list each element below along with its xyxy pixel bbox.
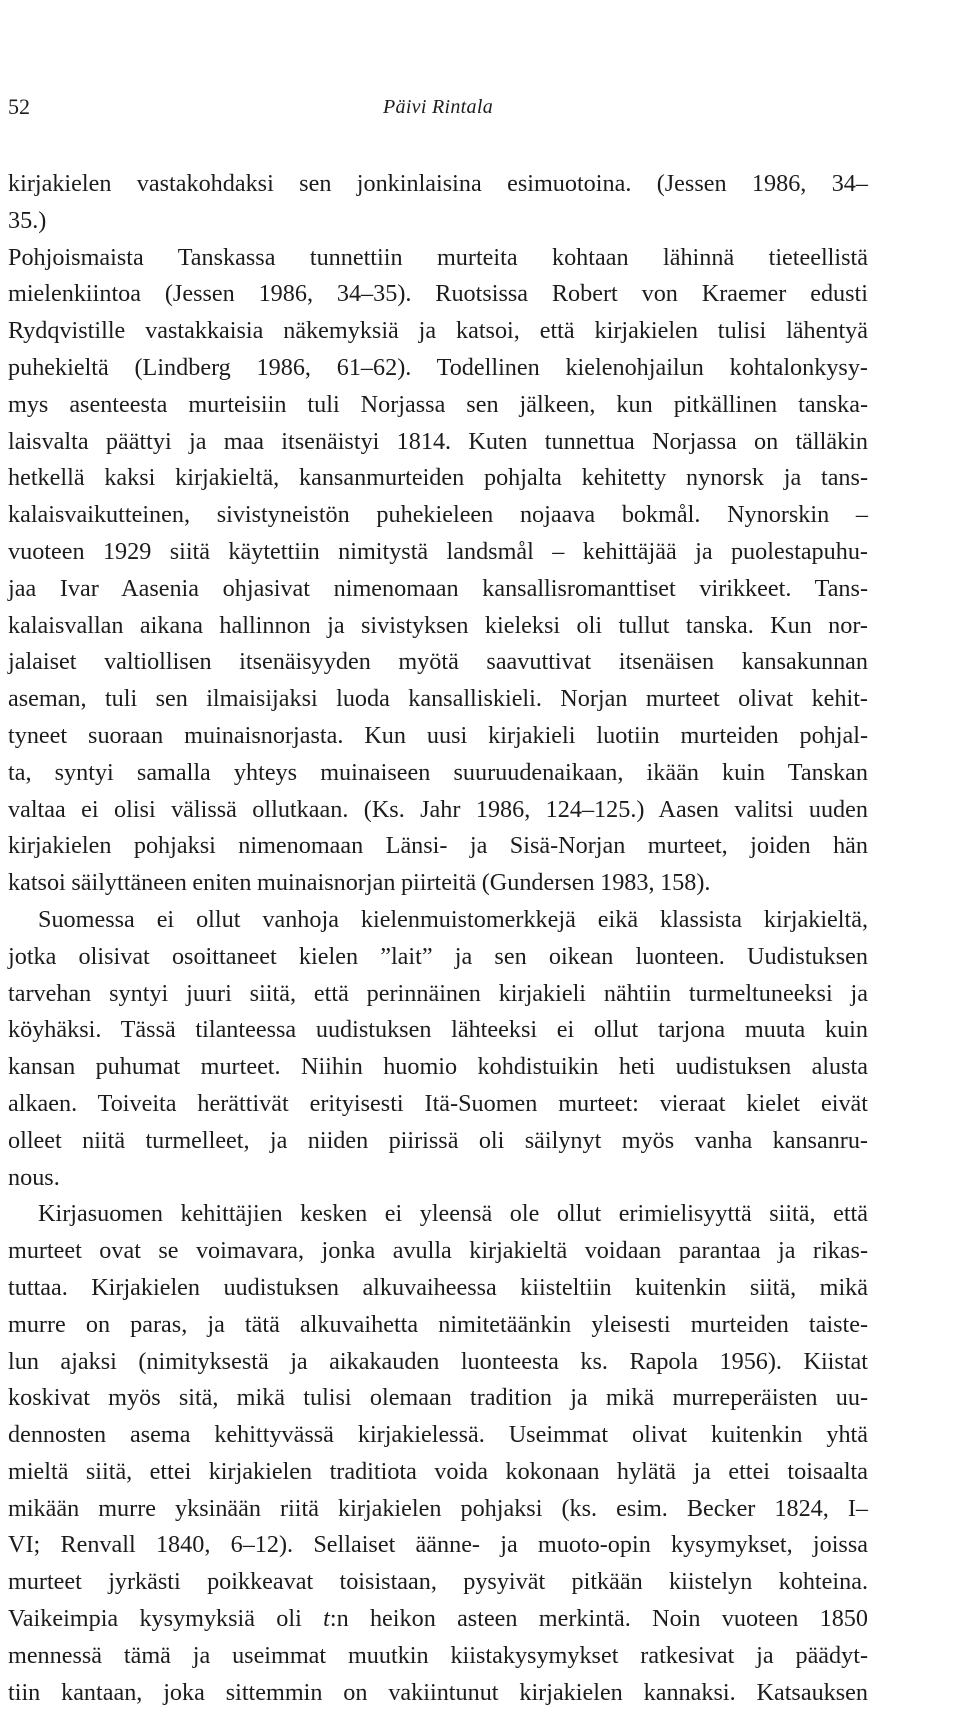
text-line: lun ajaksi (nimityksestä ja aikakauden luonteesta ks. Rapola 1956). Kiistat [8,1347,868,1375]
text-line: mennessä tämä ja useimmat muutkin kiistakysymykset ratkesivat ja päädyt- [8,1641,868,1669]
text-line: hetkellä kaksi kirjakieltä, kansanmurteiden pohjalta kehitetty nynorsk ja tans- [8,464,868,492]
text-line: Vaikeimpia kysymyksiä oli t:n heikon asteen merkintä. Noin vuoteen 1850 [8,1605,868,1633]
text-line: koskivat myös sitä, mikä tulisi olemaan tradition ja mikä murreperäisten uu- [8,1384,868,1412]
text-line: jaa Ivar Aasenia ohjasivat nimenomaan kansallisromanttiset virikkeet. Tans- [8,574,868,602]
text-line: ta, syntyi samalla yhteys muinaiseen suuruudenaikaan, ikään kuin Tanskan [8,758,868,786]
text-line: Suomessa ei ollut vanhoja kielenmuistomerkkejä eikä klassista kirjakieltä, [38,905,868,933]
text-line: aseman, tuli sen ilmaisijaksi luoda kansalliskieli. Norjan murteet olivat kehit- [8,685,868,713]
text-line: katsoi säilyttäneen eniten muinaisnorjan piirteitä (Gundersen 1983, 158). [8,869,711,897]
text-line: mikään murre yksinään riitä kirjakielen pohjaksi (ks. esim. Becker 1824, I– [8,1494,868,1522]
body-text [8,166,868,1711]
text-line: mys asenteesta murteisiin tuli Norjassa sen jälkeen, kun pitkällinen tanska- [8,390,868,418]
text-line: laisvalta päättyi ja maa itsenäistyi 1814. Kuten tunnettua Norjassa on tälläkin [8,427,868,455]
text-line: murre on paras, ja tätä alkuvaihetta nimitetäänkin yleisesti murteiden taiste- [8,1310,868,1338]
text-line: vuoteen 1929 siitä käytettiin nimitystä landsmål – kehittäjää ja puolestapuhu- [8,537,868,565]
text-line: köyhäksi. Tässä tilanteessa uudistuksen lähteeksi ei ollut tarjona muuta kuin [8,1016,868,1044]
text-line: valtaa ei olisi välissä ollutkaan. (Ks. Jahr 1986, 124–125.) Aasen valitsi uuden [8,795,868,823]
text-line: tuttaa. Kirjakielen uudistuksen alkuvaiheessa kiisteltiin kuitenkin siitä, mikä [8,1273,868,1301]
text-line: VI; Renvall 1840, 6–12). Sellaiset äänne- ja muoto-opin kysymykset, joissa [8,1531,868,1559]
text-line: tarvehan syntyi juuri siitä, että perinnäinen kirjakieli nähtiin turmeltuneeksi ja [8,979,868,1007]
text-line: tyneet suoraan muinaisnorjasta. Kun uusi kirjakieli luotiin murteiden pohjal- [8,721,868,749]
page-header [8,90,868,124]
text-line: dennosten asema kehittyvässä kirjakielessä. Useimmat olivat kuitenkin yhtä [8,1421,868,1449]
text-line: murteet jyrkästi poikkeavat toisistaan, pysyivät pitkään kiistelyn kohteina. [8,1568,868,1596]
text-line: alkaen. Toiveita herättivät erityisesti Itä-Suomen murteet: vieraat kielet eivät [8,1089,868,1117]
text-line: olleet niitä turmelleet, ja niiden piirissä oli säilynyt myös vanha kansanru- [8,1126,868,1154]
text-line: kansan puhumat murteet. Niihin huomio kohdistuikin heti uudistuksen alusta [8,1053,868,1081]
text-line: kirjakielen vastakohdaksi sen jonkinlaisina esimuotoina. (Jessen 1986, 34– [8,170,868,197]
text-line: mieltä siitä, ettei kirjakielen traditiota voida kokonaan hylätä ja ettei toisaalta [8,1457,868,1485]
text-line: 35.) [8,206,47,234]
text-line: tiin kantaan, joka sittemmin on vakiintunut kirjakielen kannaksi. Katsauksen [8,1678,868,1706]
text-line: kalaisvaikutteinen, sivistyneistön puhekieleen nojaava bokmål. Nynorskin – [8,501,868,529]
text-line: Kirjasuomen kehittäjien kesken ei yleensä ole ollut erimielisyyttä siitä, että [38,1200,868,1228]
text-line: jotka olisivat osoittaneet kielen ”lait” ja sen oikean luonteen. Uudistuksen [8,942,868,970]
text-line: nous. [8,1163,60,1191]
page-number: 52 [8,94,30,119]
text-line: kirjakielen pohjaksi nimenomaan Länsi- ja Sisä-Norjan murteet, joiden hän [8,832,868,860]
running-head-author: Päivi Rintala [383,96,493,118]
text-line: puhekieltä (Lindberg 1986, 61–62). Todellinen kielenohjailun kohtalonkysy- [8,353,868,381]
text-line: Pohjoismaista Tanskassa tunnettiin murteita kohtaan lähinnä tieteellistä [8,243,868,271]
text-line: murteet ovat se voimavara, jonka avulla kirjakieltä voidaan parantaa ja rikas- [8,1237,868,1265]
text-line: mielenkiintoa (Jessen 1986, 34–35). Ruotsissa Robert von Kraemer edusti [8,280,868,308]
text-line: jalaiset valtiollisen itsenäisyyden myötä saavuttivat itsenäisen kansakunnan [8,648,868,676]
text-line: kalaisvallan aikana hallinnon ja sivistyksen kieleksi oli tullut tanska. Kun nor- [8,611,868,639]
text-line: Rydqvistille vastakkaisia näkemyksiä ja katsoi, että kirjakielen tulisi lähentyä [8,317,868,345]
